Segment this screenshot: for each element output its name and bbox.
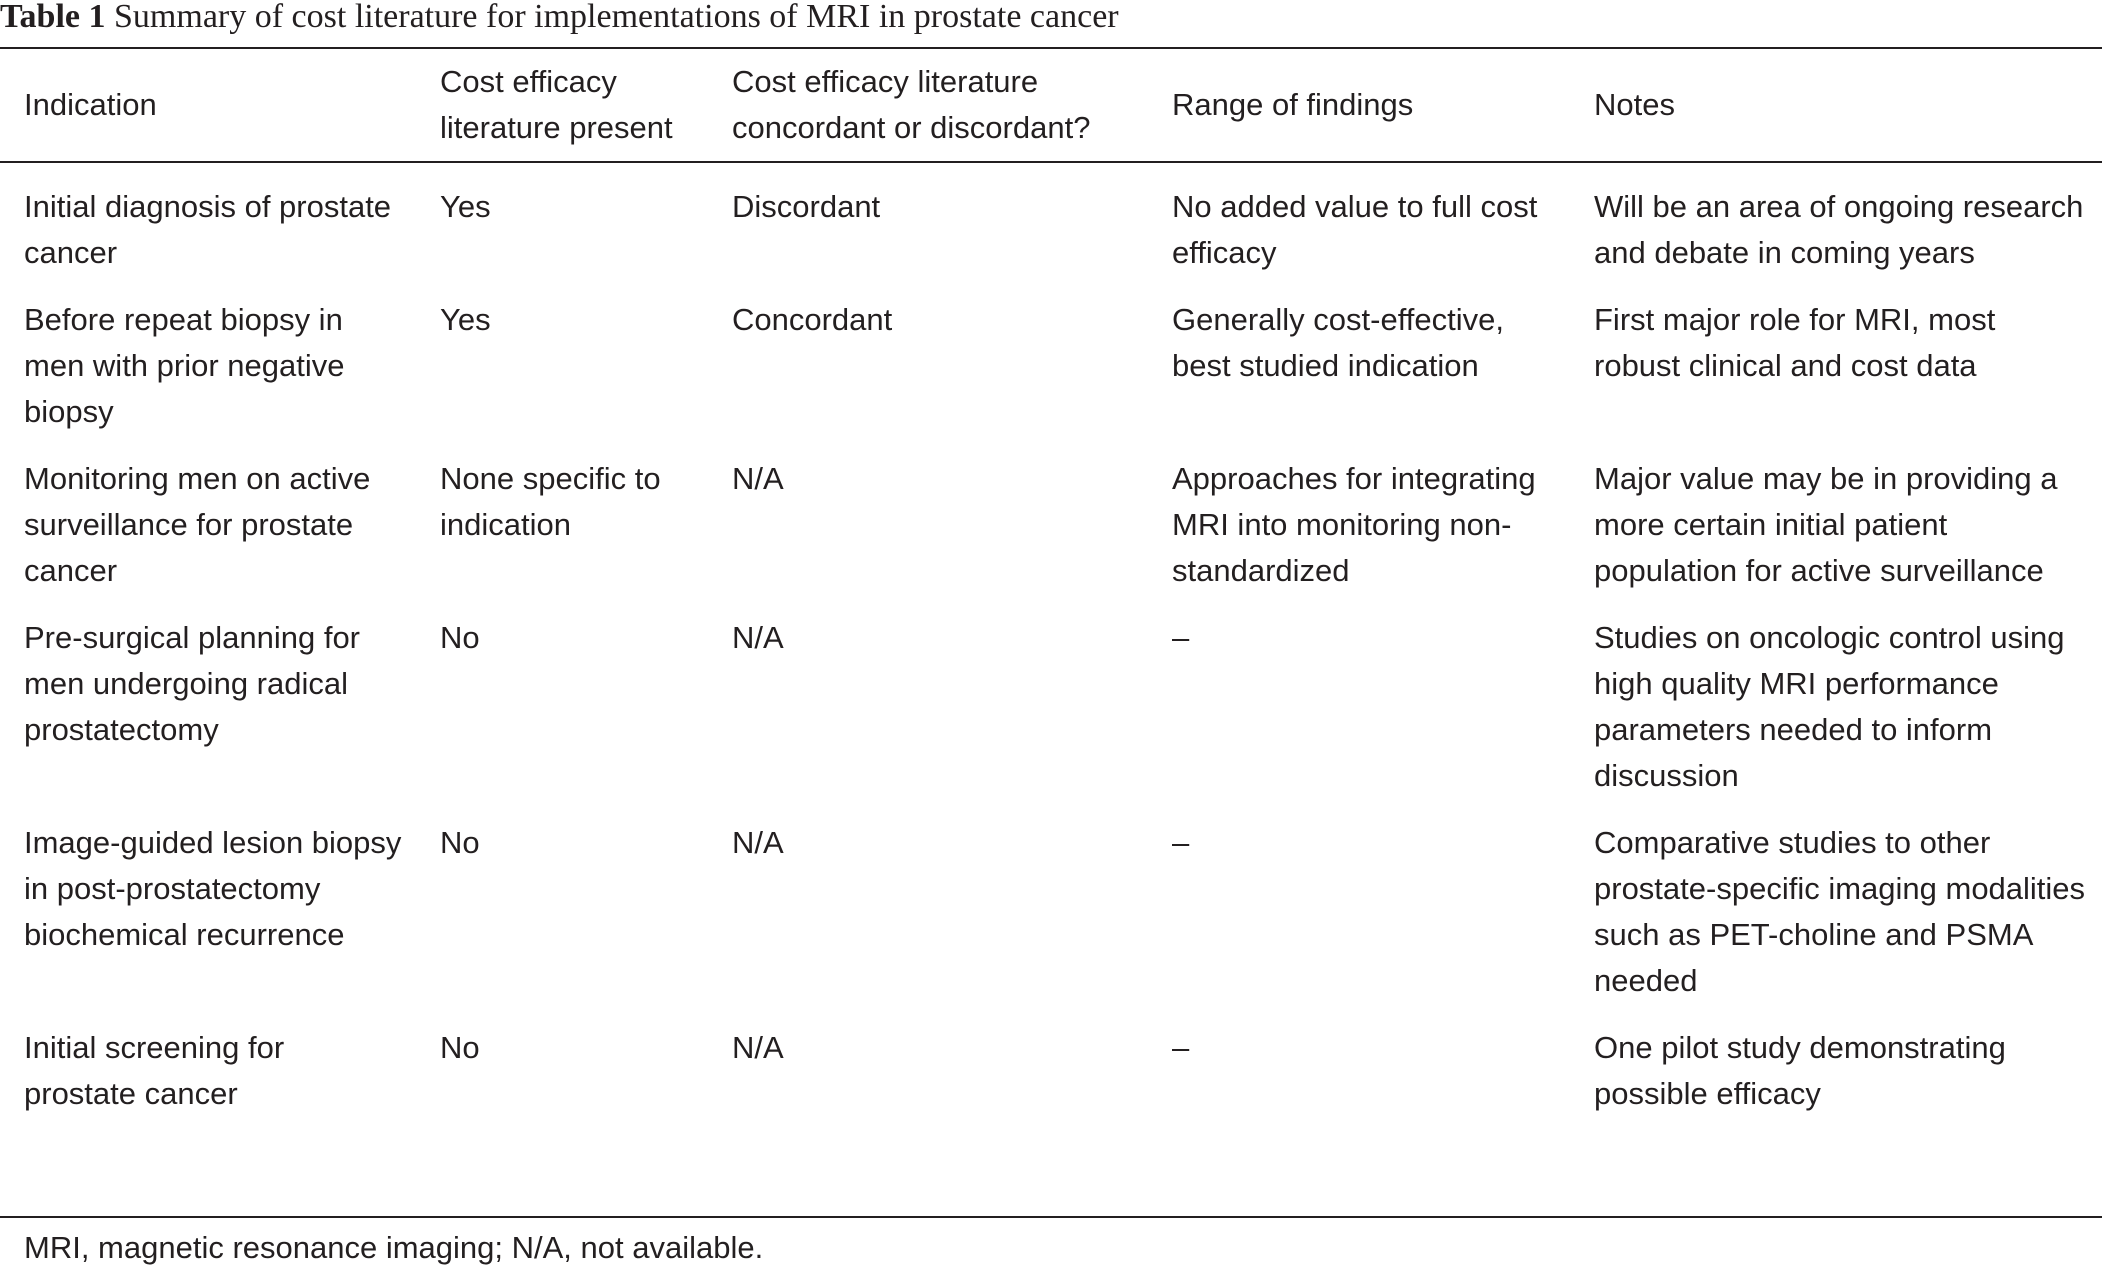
cell-indication: Image-guided lesion biopsy in post-prostatectomy biochemical recurrence — [24, 825, 402, 952]
table-bottom-rule — [0, 1216, 2102, 1218]
table-caption — [0, 0, 1119, 34]
header-literature-present: Cost efficacy literature present — [440, 64, 673, 145]
cell-range-of-findings: Approaches for integrating MRI into monitoring non-standardized — [1172, 461, 1536, 588]
cell-notes: Comparative studies to other prostate-specific imaging modalities such as PET-choline and PSMA needed — [1594, 825, 2086, 998]
cell-concordance: N/A — [732, 1030, 784, 1065]
cell-notes: Studies on oncologic control using high quality MRI performance parameters needed to inform discussion — [1594, 620, 2065, 793]
cell-literature-present: No — [440, 620, 480, 655]
cell-range-of-findings: – — [1172, 825, 1190, 860]
cell-literature-present: No — [440, 1030, 480, 1065]
header-concordance: Cost efficacy literature concordant or discordant? — [732, 64, 1091, 145]
cell-concordance: N/A — [732, 461, 784, 496]
table-row — [0, 162, 2102, 276]
cell-literature-present: No — [440, 825, 480, 860]
cell-range-of-findings: No added value to full cost efficacy — [1172, 189, 1538, 270]
cell-literature-present: None specific to indication — [440, 461, 661, 542]
cell-range-of-findings: – — [1172, 620, 1190, 655]
cell-indication: Pre-surgical planning for men undergoing radical prostatectomy — [24, 620, 361, 747]
table-row — [0, 435, 2102, 594]
table-header-row — [0, 48, 2102, 162]
cell-concordance: Discordant — [732, 189, 881, 224]
header-notes: Notes — [1594, 87, 1675, 122]
cell-concordance: N/A — [732, 825, 784, 860]
cell-concordance: Concordant — [732, 302, 893, 337]
cell-indication: Monitoring men on active surveillance for prostate cancer — [24, 461, 371, 588]
table-row — [0, 1004, 2102, 1117]
table-row — [0, 276, 2102, 435]
table-row — [0, 594, 2102, 799]
cell-range-of-findings: Generally cost-effective, best studied indication — [1172, 302, 1504, 383]
table-caption-text: Summary of cost literature for implementations of MRI in prostate cancer — [114, 0, 1119, 35]
cost-literature-table — [0, 48, 2102, 1117]
cell-notes: Will be an area of ongoing research and debate in coming years — [1594, 189, 2084, 270]
cell-indication: Before repeat biopsy in men with prior negative biopsy — [24, 302, 345, 429]
cell-concordance: N/A — [732, 620, 784, 655]
header-range-of-findings: Range of findings — [1172, 87, 1414, 122]
header-indication: Indication — [24, 87, 157, 122]
cell-literature-present: Yes — [440, 189, 491, 224]
table-caption-label: Table 1 — [0, 0, 106, 35]
cell-literature-present: Yes — [440, 302, 491, 337]
cell-notes: First major role for MRI, most robust clinical and cost data — [1594, 302, 1996, 383]
table-footnote: MRI, magnetic resonance imaging; N/A, not available. — [24, 1230, 764, 1265]
cell-notes: One pilot study demonstrating possible efficacy — [1594, 1030, 2006, 1111]
cell-notes: Major value may be in providing a more certain initial patient population for active surveillance — [1594, 461, 2058, 588]
cell-range-of-findings: – — [1172, 1030, 1190, 1065]
table-row — [0, 799, 2102, 1004]
cell-indication: Initial diagnosis of prostate cancer — [24, 189, 392, 270]
cell-indication: Initial screening for prostate cancer — [24, 1030, 285, 1111]
